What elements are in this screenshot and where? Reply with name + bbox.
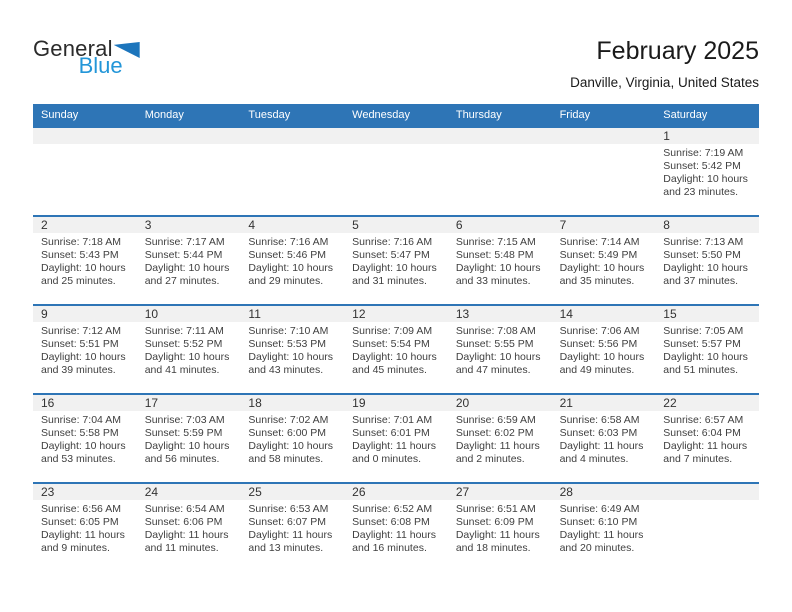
sunrise-text: Sunrise: 7:05 AM <box>663 325 744 337</box>
day-details <box>655 233 759 292</box>
sunset-text: Sunset: 5:54 PM <box>352 338 430 350</box>
day-number: 16 <box>33 395 137 411</box>
weekday-header-friday: Friday <box>559 109 591 121</box>
sunrise-text: Sunrise: 7:03 AM <box>144 414 225 426</box>
sunrise-text: Sunrise: 6:59 AM <box>455 414 536 426</box>
daylight-hours-text: Daylight: 10 hours <box>248 440 334 452</box>
sunrise-text: Sunrise: 7:17 AM <box>144 236 225 248</box>
sunset-text: Sunset: 5:57 PM <box>663 338 741 350</box>
daylight-minutes-text: and 27 minutes. <box>144 275 220 287</box>
sunset-text: Sunset: 5:51 PM <box>41 338 119 350</box>
title-block <box>570 36 759 90</box>
day-number <box>137 128 241 144</box>
daylight-hours-text: Daylight: 10 hours <box>663 262 748 274</box>
daylight-minutes-text: and 35 minutes. <box>559 275 635 287</box>
sunset-text: Sunset: 6:08 PM <box>352 516 430 528</box>
day-cell-11 <box>240 306 344 393</box>
daylight-minutes-text: and 20 minutes. <box>559 542 635 554</box>
daylight-hours-text: Daylight: 10 hours <box>248 351 334 363</box>
day-number: 4 <box>240 217 344 233</box>
daylight-hours-text: Daylight: 10 hours <box>41 351 126 363</box>
daylight-hours-text: Daylight: 10 hours <box>455 262 541 274</box>
sunrise-text: Sunrise: 6:51 AM <box>455 503 536 515</box>
daylight-minutes-text: and 49 minutes. <box>559 364 635 376</box>
day-details <box>344 322 448 381</box>
day-number: 3 <box>137 217 241 233</box>
day-number: 12 <box>344 306 448 322</box>
day-details <box>137 322 241 381</box>
sunset-text: Sunset: 5:59 PM <box>144 427 223 439</box>
weekday-header-monday: Monday <box>144 109 184 121</box>
day-cell-6 <box>448 217 552 304</box>
sunrise-text: Sunrise: 7:15 AM <box>455 236 536 248</box>
sunrise-text: Sunrise: 7:16 AM <box>352 236 433 248</box>
day-details <box>448 233 552 292</box>
daylight-minutes-text: and 47 minutes. <box>455 364 531 376</box>
daylight-hours-text: Daylight: 10 hours <box>41 262 126 274</box>
day-details <box>448 411 552 470</box>
sunrise-text: Sunrise: 6:52 AM <box>352 503 433 515</box>
daylight-hours-text: Daylight: 10 hours <box>144 440 230 452</box>
day-cell-12 <box>344 306 448 393</box>
daylight-minutes-text: and 53 minutes. <box>41 453 116 465</box>
page-title: February 2025 <box>596 37 759 65</box>
day-number <box>344 128 448 144</box>
daylight-hours-text: Daylight: 10 hours <box>455 351 541 363</box>
sunset-text: Sunset: 5:42 PM <box>663 160 741 172</box>
sunset-text: Sunset: 6:10 PM <box>559 516 638 528</box>
day-details <box>240 411 344 470</box>
sunset-text: Sunset: 5:46 PM <box>248 249 327 261</box>
daylight-hours-text: Daylight: 11 hours <box>248 529 333 541</box>
day-number <box>552 128 656 144</box>
day-number: 1 <box>655 128 759 144</box>
day-number: 20 <box>448 395 552 411</box>
sunset-text: Sunset: 6:02 PM <box>455 427 534 439</box>
daylight-hours-text: Daylight: 11 hours <box>144 529 229 541</box>
week-row <box>33 215 759 304</box>
sunrise-text: Sunrise: 6:49 AM <box>559 503 640 515</box>
sunrise-text: Sunrise: 6:57 AM <box>663 414 744 426</box>
sunrise-text: Sunrise: 7:08 AM <box>455 325 536 337</box>
day-cell-14 <box>552 306 656 393</box>
daylight-hours-text: Daylight: 10 hours <box>663 173 748 185</box>
daylight-minutes-text: and 39 minutes. <box>41 364 116 376</box>
sunset-text: Sunset: 6:01 PM <box>352 427 430 439</box>
sunset-text: Sunset: 5:55 PM <box>455 338 534 350</box>
day-number: 27 <box>448 484 552 500</box>
weekday-header-wednesday: Wednesday <box>352 109 411 121</box>
day-cell-26 <box>344 484 448 559</box>
sunrise-text: Sunrise: 6:58 AM <box>559 414 640 426</box>
daylight-minutes-text: and 23 minutes. <box>663 186 738 198</box>
day-cell-20 <box>448 395 552 482</box>
day-details <box>344 233 448 292</box>
day-number <box>33 128 137 144</box>
day-details <box>344 411 448 470</box>
sunset-text: Sunset: 5:56 PM <box>559 338 638 350</box>
day-details <box>448 500 552 559</box>
empty-day-cell <box>137 128 241 215</box>
sunrise-text: Sunrise: 7:09 AM <box>352 325 433 337</box>
sunset-text: Sunset: 5:52 PM <box>144 338 223 350</box>
day-details <box>33 322 137 381</box>
sunset-text: Sunset: 5:44 PM <box>144 249 223 261</box>
empty-day-cell <box>448 128 552 215</box>
day-cell-13 <box>448 306 552 393</box>
day-details <box>33 233 137 292</box>
daylight-hours-text: Daylight: 11 hours <box>559 529 644 541</box>
day-cell-16 <box>33 395 137 482</box>
day-number: 17 <box>137 395 241 411</box>
day-number: 15 <box>655 306 759 322</box>
daylight-minutes-text: and 7 minutes. <box>663 453 733 465</box>
sunrise-text: Sunrise: 7:02 AM <box>248 414 329 426</box>
sunrise-text: Sunrise: 7:06 AM <box>559 325 640 337</box>
day-cell-24 <box>137 484 241 559</box>
day-details <box>33 411 137 470</box>
weekday-header-row <box>33 104 759 126</box>
daylight-minutes-text: and 29 minutes. <box>248 275 324 287</box>
day-cell-1 <box>655 128 759 215</box>
day-cell-15 <box>655 306 759 393</box>
sunrise-text: Sunrise: 7:12 AM <box>41 325 121 337</box>
day-cell-23 <box>33 484 137 559</box>
daylight-hours-text: Daylight: 11 hours <box>352 440 436 452</box>
day-number <box>240 128 344 144</box>
sunset-text: Sunset: 6:07 PM <box>248 516 327 528</box>
daylight-hours-text: Daylight: 11 hours <box>559 440 644 452</box>
daylight-hours-text: Daylight: 10 hours <box>352 351 437 363</box>
daylight-minutes-text: and 58 minutes. <box>248 453 324 465</box>
day-number: 28 <box>552 484 656 500</box>
calendar-body <box>33 126 759 559</box>
empty-day-cell <box>33 128 137 215</box>
day-number: 8 <box>655 217 759 233</box>
day-details <box>552 322 656 381</box>
daylight-minutes-text: and 37 minutes. <box>663 275 738 287</box>
day-number: 14 <box>552 306 656 322</box>
day-details <box>137 411 241 470</box>
week-row <box>33 482 759 559</box>
daylight-minutes-text: and 41 minutes. <box>144 364 220 376</box>
day-details <box>448 322 552 381</box>
daylight-minutes-text: and 2 minutes. <box>455 453 525 465</box>
day-details <box>655 144 759 203</box>
empty-day-cell <box>655 484 759 559</box>
day-number: 23 <box>33 484 137 500</box>
day-number: 26 <box>344 484 448 500</box>
daylight-minutes-text: and 9 minutes. <box>41 542 110 554</box>
sunset-text: Sunset: 6:06 PM <box>144 516 223 528</box>
daylight-hours-text: Daylight: 10 hours <box>144 351 230 363</box>
daylight-hours-text: Daylight: 11 hours <box>455 529 540 541</box>
day-number: 21 <box>552 395 656 411</box>
day-number: 25 <box>240 484 344 500</box>
daylight-minutes-text: and 16 minutes. <box>352 542 427 554</box>
day-number: 5 <box>344 217 448 233</box>
daylight-hours-text: Daylight: 10 hours <box>559 351 645 363</box>
logo-text-blue: Blue <box>78 53 123 78</box>
daylight-minutes-text: and 31 minutes. <box>352 275 427 287</box>
empty-day-cell <box>240 128 344 215</box>
daylight-minutes-text: and 45 minutes. <box>352 364 427 376</box>
day-details <box>552 411 656 470</box>
empty-day-cell <box>344 128 448 215</box>
day-details <box>344 500 448 559</box>
daylight-hours-text: Daylight: 11 hours <box>352 529 436 541</box>
sunset-text: Sunset: 5:47 PM <box>352 249 430 261</box>
day-cell-18 <box>240 395 344 482</box>
daylight-minutes-text: and 0 minutes. <box>352 453 422 465</box>
daylight-hours-text: Daylight: 10 hours <box>352 262 437 274</box>
day-number: 24 <box>137 484 241 500</box>
sunrise-text: Sunrise: 7:04 AM <box>41 414 121 426</box>
sunrise-text: Sunrise: 7:01 AM <box>352 414 433 426</box>
daylight-minutes-text: and 33 minutes. <box>455 275 531 287</box>
day-cell-28 <box>552 484 656 559</box>
sunset-text: Sunset: 5:53 PM <box>248 338 327 350</box>
day-details <box>137 233 241 292</box>
week-row <box>33 304 759 393</box>
sunset-text: Sunset: 5:48 PM <box>455 249 534 261</box>
day-number: 11 <box>240 306 344 322</box>
sunset-text: Sunset: 6:00 PM <box>248 427 327 439</box>
day-details <box>655 411 759 470</box>
general-blue-logo <box>33 36 140 78</box>
daylight-hours-text: Daylight: 11 hours <box>41 529 125 541</box>
day-cell-21 <box>552 395 656 482</box>
day-details <box>655 322 759 381</box>
weekday-header-saturday: Saturday <box>663 109 708 121</box>
day-number: 19 <box>344 395 448 411</box>
day-cell-2 <box>33 217 137 304</box>
sunset-text: Sunset: 5:50 PM <box>663 249 741 261</box>
day-details <box>552 233 656 292</box>
day-cell-4 <box>240 217 344 304</box>
sunrise-text: Sunrise: 7:16 AM <box>248 236 329 248</box>
day-number: 22 <box>655 395 759 411</box>
day-cell-3 <box>137 217 241 304</box>
sunset-text: Sunset: 6:04 PM <box>663 427 741 439</box>
day-number: 9 <box>33 306 137 322</box>
day-number: 13 <box>448 306 552 322</box>
sunset-text: Sunset: 5:58 PM <box>41 427 119 439</box>
day-number: 10 <box>137 306 241 322</box>
sunrise-text: Sunrise: 6:56 AM <box>41 503 121 515</box>
day-number: 7 <box>552 217 656 233</box>
day-cell-8 <box>655 217 759 304</box>
day-cell-25 <box>240 484 344 559</box>
day-cell-22 <box>655 395 759 482</box>
daylight-minutes-text: and 56 minutes. <box>144 453 220 465</box>
day-cell-5 <box>344 217 448 304</box>
sunrise-text: Sunrise: 6:54 AM <box>144 503 225 515</box>
daylight-minutes-text: and 4 minutes. <box>559 453 629 465</box>
calendar-table <box>33 104 759 559</box>
day-cell-19 <box>344 395 448 482</box>
empty-day-cell <box>552 128 656 215</box>
day-number: 6 <box>448 217 552 233</box>
daylight-minutes-text: and 11 minutes. <box>144 542 219 554</box>
sunrise-text: Sunrise: 7:13 AM <box>663 236 744 248</box>
daylight-hours-text: Daylight: 10 hours <box>663 351 748 363</box>
sunset-text: Sunset: 6:03 PM <box>559 427 638 439</box>
day-number <box>655 484 759 500</box>
daylight-hours-text: Daylight: 10 hours <box>559 262 645 274</box>
daylight-hours-text: Daylight: 11 hours <box>663 440 748 452</box>
daylight-minutes-text: and 25 minutes. <box>41 275 116 287</box>
daylight-hours-text: Daylight: 11 hours <box>455 440 540 452</box>
sunset-text: Sunset: 5:43 PM <box>41 249 119 261</box>
logo-text-general: General <box>33 36 113 61</box>
sunset-text: Sunset: 6:09 PM <box>455 516 534 528</box>
weekday-header-thursday: Thursday <box>455 109 502 121</box>
day-details <box>240 233 344 292</box>
day-details <box>552 500 656 559</box>
day-details <box>240 322 344 381</box>
day-number: 18 <box>240 395 344 411</box>
day-cell-17 <box>137 395 241 482</box>
day-details <box>240 500 344 559</box>
day-details <box>33 500 137 559</box>
week-row <box>33 126 759 215</box>
day-cell-7 <box>552 217 656 304</box>
day-details <box>137 500 241 559</box>
day-cell-10 <box>137 306 241 393</box>
weekday-header-sunday: Sunday <box>41 109 79 121</box>
daylight-minutes-text: and 18 minutes. <box>455 542 531 554</box>
page-subtitle: Danville, Virginia, United States <box>570 75 759 90</box>
daylight-hours-text: Daylight: 10 hours <box>144 262 230 274</box>
sunrise-text: Sunrise: 7:11 AM <box>144 325 224 337</box>
daylight-minutes-text: and 51 minutes. <box>663 364 738 376</box>
sunrise-text: Sunrise: 6:53 AM <box>248 503 329 515</box>
sunrise-text: Sunrise: 7:18 AM <box>41 236 121 248</box>
day-cell-9 <box>33 306 137 393</box>
sunrise-text: Sunrise: 7:14 AM <box>559 236 640 248</box>
daylight-hours-text: Daylight: 10 hours <box>41 440 126 452</box>
weekday-header-tuesday: Tuesday <box>248 109 291 121</box>
day-cell-27 <box>448 484 552 559</box>
daylight-minutes-text: and 13 minutes. <box>248 542 324 554</box>
sunrise-text: Sunrise: 7:19 AM <box>663 147 744 159</box>
week-row <box>33 393 759 482</box>
daylight-minutes-text: and 43 minutes. <box>248 364 324 376</box>
daylight-hours-text: Daylight: 10 hours <box>248 262 334 274</box>
sunset-text: Sunset: 5:49 PM <box>559 249 638 261</box>
sunrise-text: Sunrise: 7:10 AM <box>248 325 329 337</box>
sunset-text: Sunset: 6:05 PM <box>41 516 119 528</box>
day-number <box>448 128 552 144</box>
day-number: 2 <box>33 217 137 233</box>
